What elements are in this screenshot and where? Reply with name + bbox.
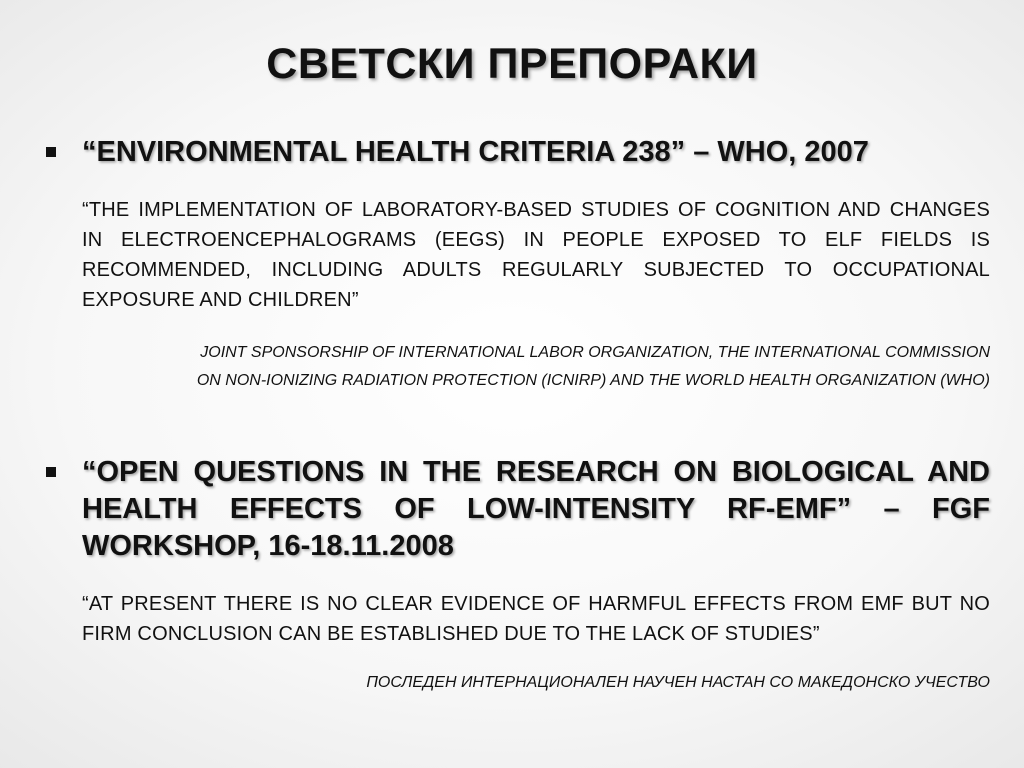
source-line: ON NON-IONIZING RADIATION PROTECTION (ICNIRP) AND THE WORLD HEALTH ORGANIZATION (WHO)	[196, 372, 990, 389]
source-attribution	[82, 669, 990, 697]
source-attribution	[82, 339, 990, 395]
source-line: ПОСЛЕДЕН ИНТЕРНАЦИОНАЛЕН НАУЧЕН НАСТАН СО МАКЕДОНСКО УЧЕСТВО	[366, 674, 990, 691]
bullet-heading	[46, 134, 990, 171]
bullet-item-fgf-workshop	[46, 454, 990, 697]
slide-title: СВЕТСКИ ПРЕПОРАКИ	[266, 40, 758, 88]
bullet-heading-text: “ENVIRONMENTAL HEALTH CRITERIA 238” – WHO, 2007	[82, 136, 869, 168]
quote-text: “AT PRESENT THERE IS NO CLEAR EVIDENCE OF HARMFUL EFFECTS FROM EMF BUT NO FIRM CONCLUSION CAN BE ESTABLISHED DUE TO THE LACK OF STUDIES”	[82, 593, 990, 645]
square-bullet-icon	[46, 147, 56, 157]
bullet-heading	[46, 454, 990, 565]
quote-text: “THE IMPLEMENTATION OF LABORATORY-BASED STUDIES OF COGNITION AND CHANGES IN ELECTROENCEPHALOGRAMS (EEGS) IN PEOPLE EXPOSED TO ELF FIELDS IS RECOMMENDED, INCLUDING ADULTS REGULARLY SUBJECTED TO OCCUPATIONAL EXPOSURE AND CHILDREN”	[82, 199, 990, 311]
bullet-item-who-criteria	[46, 134, 990, 395]
bullet-heading-text: “OPEN QUESTIONS IN THE RESEARCH ON BIOLOGICAL AND HEALTH EFFECTS OF LOW-INTENSITY RF-EMF” – FGF WORKSHOP, 16-18.11.2008	[82, 456, 990, 562]
source-line: JOINT SPONSORSHIP OF INTERNATIONAL LABOR ORGANIZATION, THE INTERNATIONAL COMMISSION	[200, 344, 990, 361]
square-bullet-icon	[46, 467, 56, 477]
